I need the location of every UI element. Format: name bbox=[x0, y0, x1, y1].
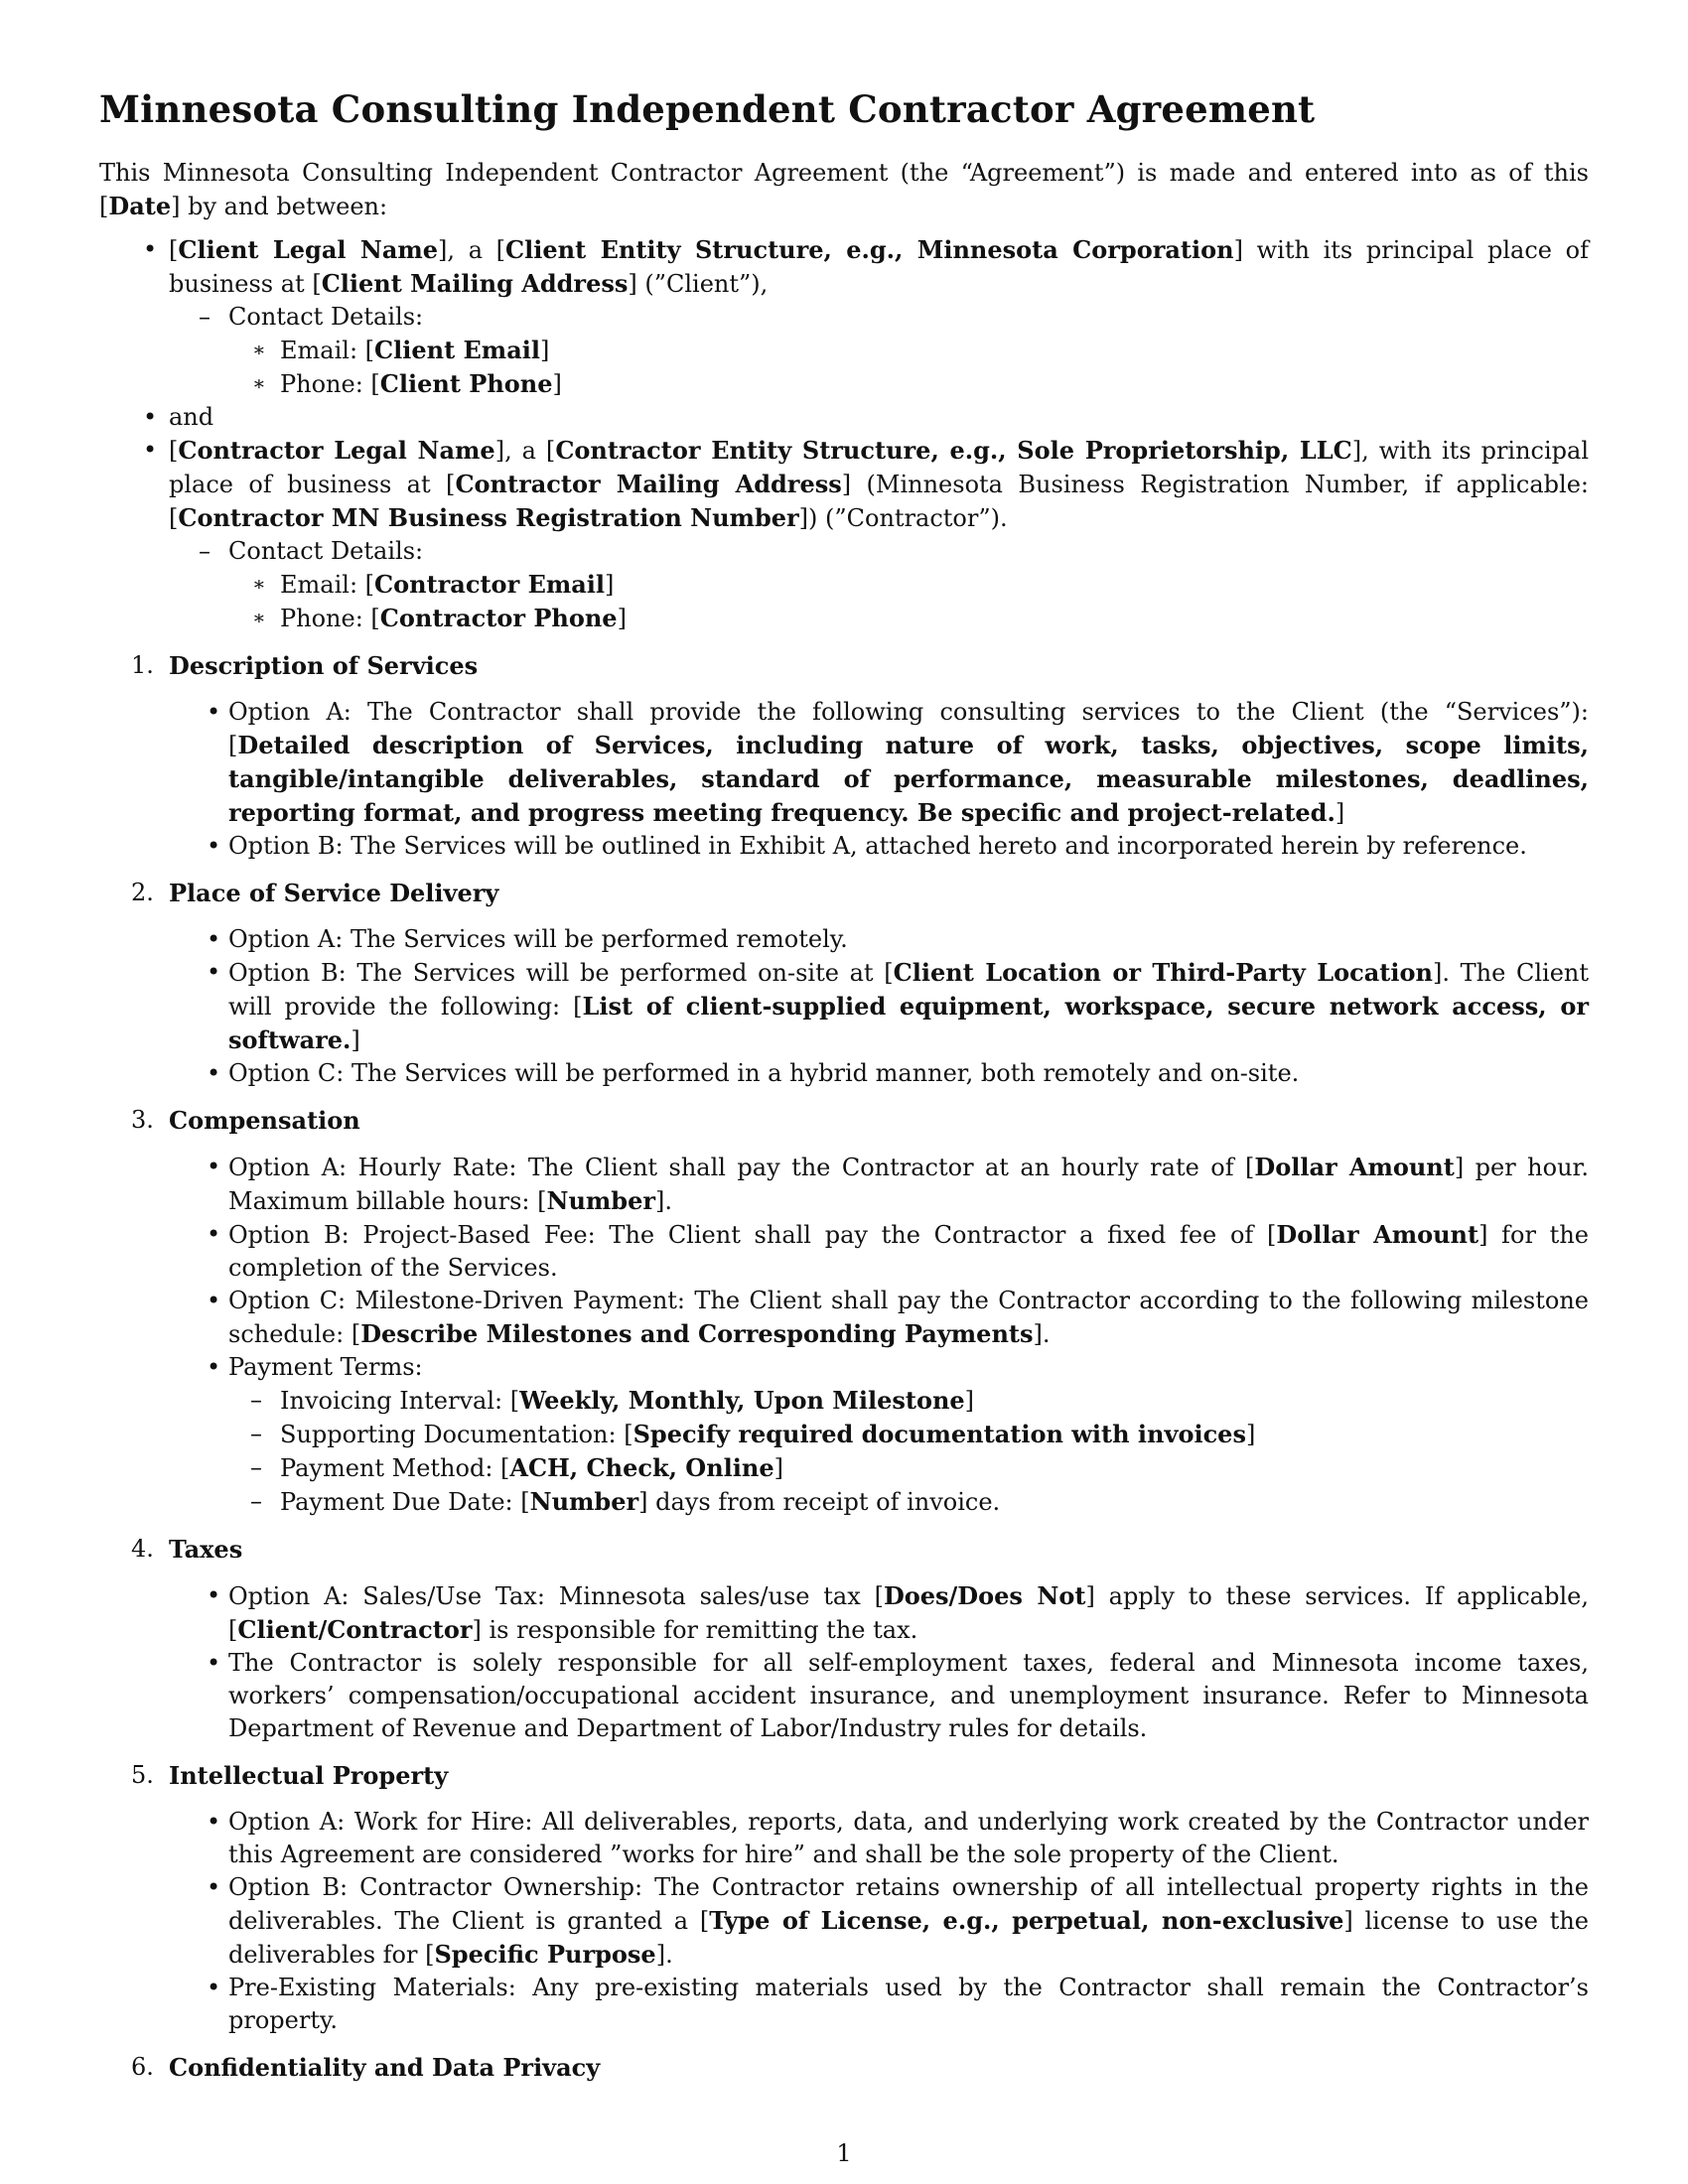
license-type-placeholder: Type of License, e.g., perpetual, non-exclusive bbox=[709, 1906, 1344, 1935]
client-phone-placeholder: Client Phone bbox=[379, 369, 553, 398]
payment-terms-list bbox=[228, 1384, 1589, 1519]
intro-end: ] by and between: bbox=[171, 193, 388, 220]
payment-terms-label: Payment Terms: bbox=[228, 1353, 423, 1381]
contractor-phone-item: ∗ Phone: [Contractor Phone] bbox=[280, 602, 1589, 635]
option-end: ]. bbox=[655, 1941, 673, 1969]
client-email-item: ∗ Email: [Client Email] bbox=[280, 334, 1589, 367]
client-phone-label: Phone: [ bbox=[280, 370, 380, 398]
contractor-email-label: Email: [ bbox=[280, 571, 375, 599]
parties-list bbox=[99, 233, 1589, 635]
section-heading bbox=[99, 877, 1589, 909]
contractor-sep1: ], a [ bbox=[494, 437, 556, 465]
section-title: Intellectual Property bbox=[169, 1761, 449, 1790]
option-mid: ] license to use the deliverables for [ bbox=[228, 1907, 1589, 1969]
option-b bbox=[228, 1871, 1589, 1972]
contractor-contact-details bbox=[228, 535, 1589, 635]
tax-party-placeholder: Client/Contractor bbox=[237, 1615, 473, 1644]
option-a: • Option A: The Services will be performed remotely. bbox=[228, 923, 1589, 956]
sections-list bbox=[99, 649, 1589, 2084]
client-entity-placeholder: Client Entity Structure, e.g., Minnesota Corporation bbox=[505, 235, 1234, 264]
section-options bbox=[99, 1579, 1589, 1745]
term-label: Payment Due Date: [ bbox=[280, 1488, 530, 1516]
section-title: Place of Service Delivery bbox=[169, 879, 499, 907]
client-address-placeholder: Client Mailing Address bbox=[321, 269, 629, 298]
contractor-email-placeholder: Contractor Email bbox=[374, 570, 606, 599]
client-party: • [Client Legal Name], a [Client Entity Structure, e.g., Minnesota Corporation] with its principal place of business at [Client Mailing Address] (”Client”), – Contact Details: ∗ Email: [Client Email] ∗ Phone: [Client Phone] bbox=[169, 233, 1589, 401]
document-title: Minnesota Consulting Independent Contractor Agreement bbox=[99, 87, 1316, 131]
option-a bbox=[228, 696, 1589, 830]
option-mid: ]. The Client will provide the following: [ bbox=[228, 959, 1590, 1021]
equipment-placeholder: List of client-supplied equipment, workspace, secure network access, or software. bbox=[228, 992, 1589, 1054]
client-phone-item: ∗ Phone: [Client Phone] bbox=[280, 367, 1589, 401]
document-page bbox=[99, 87, 1589, 2098]
option-text: Option B: The Services will be performed on-site at [ bbox=[228, 959, 894, 987]
section-description-of-services bbox=[99, 649, 1589, 863]
contractor-end: ]) (”Contractor”). bbox=[798, 504, 1008, 532]
section-taxes bbox=[99, 1533, 1589, 1745]
option-end: ] is responsible for remitting the tax. bbox=[472, 1616, 918, 1644]
section-options bbox=[99, 1151, 1589, 1519]
term-label: Payment Method: [ bbox=[280, 1454, 510, 1482]
section-heading bbox=[99, 1104, 1589, 1137]
section-heading bbox=[99, 2051, 1589, 2084]
section-options bbox=[99, 1806, 1589, 2037]
contractor-contact-items bbox=[228, 568, 1589, 635]
term-end: ] days from receipt of invoice. bbox=[638, 1488, 1001, 1516]
max-hours-placeholder: Number bbox=[546, 1186, 655, 1215]
client-contact-list bbox=[169, 301, 1589, 401]
section-heading bbox=[99, 649, 1589, 682]
and-item: • and bbox=[169, 401, 1589, 434]
supporting-documentation: – Supporting Documentation: [Specify required documentation with invoices] bbox=[280, 1418, 1589, 1451]
section-title: Confidentiality and Data Privacy bbox=[169, 2053, 601, 2082]
payment-terms bbox=[228, 1351, 1589, 1519]
contractor-phone-label: Phone: [ bbox=[280, 605, 380, 632]
client-contact-details bbox=[228, 301, 1589, 401]
term-label: Supporting Documentation: [ bbox=[280, 1421, 633, 1448]
payment-due-date bbox=[280, 1485, 1589, 1519]
section-number: 3. bbox=[131, 1106, 154, 1134]
due-days-placeholder: Number bbox=[529, 1487, 639, 1516]
client-sep2: ] with its principal place of business at [ bbox=[169, 236, 1589, 298]
section-options bbox=[99, 923, 1589, 1090]
services-placeholder: Detailed description of Services, including nature of work, tasks, objectives, scope limits, tangible/intangible deliverables, standard of performance, measurable milestones, deadlines, reporting format, and progress meeting frequency. Be specific and project-related. bbox=[228, 731, 1589, 827]
option-mid: ] apply to these services. If applicable, [ bbox=[228, 1582, 1589, 1644]
client-email-label: Email: [ bbox=[280, 337, 375, 364]
section-number: 5. bbox=[131, 1761, 154, 1789]
section-intellectual-property bbox=[99, 1759, 1589, 2037]
option-text: Option B: Project-Based Fee: The Client shall pay the Contractor a fixed fee of [ bbox=[228, 1221, 1277, 1249]
option-c: • Option C: The Services will be performed in a hybrid manner, both remotely and on-site. bbox=[228, 1057, 1589, 1090]
option-end: ] bbox=[1335, 799, 1345, 827]
option-end: ]. bbox=[1033, 1320, 1051, 1348]
client-email-placeholder: Client Email bbox=[374, 336, 540, 364]
section-options bbox=[99, 696, 1589, 863]
contractor-entity-placeholder: Contractor Entity Structure, e.g., Sole Proprietorship, LLC bbox=[555, 436, 1352, 465]
pre-existing-materials: • Pre-Existing Materials: Any pre-existing materials used by the Contractor shall remain the Contractor’s property. bbox=[228, 1972, 1589, 2037]
location-placeholder: Client Location or Third-Party Location bbox=[893, 958, 1433, 987]
client-contact-label: Contact Details: bbox=[228, 303, 424, 331]
option-a bbox=[228, 1151, 1589, 1218]
option-text: Option A: Sales/Use Tax: Minnesota sales/use tax [ bbox=[228, 1582, 884, 1610]
intro-text: This Minnesota Consulting Independent Contractor Agreement (the “Agreement”) is made and entered into as of this [ bbox=[99, 159, 1589, 220]
page-number: 1 bbox=[836, 2139, 852, 2167]
section-title: Compensation bbox=[169, 1106, 360, 1135]
section-number: 2. bbox=[131, 879, 154, 906]
documentation-placeholder: Specify required documentation with invoices bbox=[633, 1420, 1246, 1448]
contractor-tax-responsibility: • The Contractor is solely responsible for all self-employment taxes, federal and Minnesota income taxes, workers’ compensation/occupational accident insurance, and unemployment insurance. Refer to Minnesota Department of Revenue and Department of Labor/Industry rules for details. bbox=[228, 1647, 1589, 1745]
option-a bbox=[228, 1579, 1589, 1647]
purpose-placeholder: Specific Purpose bbox=[434, 1940, 656, 1969]
option-b: • Option B: The Services will be outlined in Exhibit A, attached hereto and incorporated herein by reference. bbox=[228, 830, 1589, 863]
section-heading bbox=[99, 1533, 1589, 1566]
contractor-address-placeholder: Contractor Mailing Address bbox=[455, 470, 842, 498]
contractor-reg-placeholder: Contractor MN Business Registration Number bbox=[178, 503, 799, 532]
contractor-contact-list bbox=[169, 535, 1589, 635]
option-b bbox=[228, 1218, 1589, 1285]
section-number: 1. bbox=[131, 651, 154, 679]
option-a: • Option A: Work for Hire: All deliverables, reports, data, and underlying work created by the Contractor under this Agreement are considered ”works for hire” and shall be the sole property of the Client. bbox=[228, 1806, 1589, 1871]
option-text: Option C: Milestone-Driven Payment: The Client shall pay the Contractor according to the following milestone schedule: [ bbox=[228, 1287, 1589, 1348]
section-compensation bbox=[99, 1104, 1589, 1519]
contractor-sep3: ] (Minnesota Business Registration Number, if applicable: [ bbox=[169, 471, 1590, 532]
intro-paragraph bbox=[99, 157, 1589, 223]
client-sep1: ], a [ bbox=[438, 236, 506, 264]
section-title: Taxes bbox=[169, 1535, 243, 1564]
contractor-sep2: ], with its principal place of business at [ bbox=[169, 437, 1590, 498]
milestones-placeholder: Describe Milestones and Corresponding Payments bbox=[360, 1319, 1034, 1348]
section-confidentiality bbox=[99, 2051, 1589, 2084]
option-text: Option A: Hourly Rate: The Client shall pay the Contractor at an hourly rate of [ bbox=[228, 1154, 1255, 1181]
section-number: 6. bbox=[131, 2053, 154, 2081]
contractor-phone-placeholder: Contractor Phone bbox=[379, 604, 618, 632]
option-b bbox=[228, 956, 1589, 1057]
fixed-fee-placeholder: Dollar Amount bbox=[1276, 1220, 1479, 1249]
date-placeholder: Date bbox=[108, 192, 172, 220]
contractor-party: • [Contractor Legal Name], a [Contractor Entity Structure, e.g., Sole Proprietorship, LLC], with its principal place of business at [Contractor Mailing Address] (Minnesota Business Registration Number, if applicable: [Contractor MN Business Registration Number]) (”Contractor”). – Contact Details: ∗ Email: [Contractor Email] ∗ Phone: [Contractor Phone] bbox=[169, 434, 1589, 635]
option-c bbox=[228, 1285, 1589, 1351]
section-place-of-service bbox=[99, 877, 1589, 1090]
section-title: Description of Services bbox=[169, 651, 479, 680]
client-name-placeholder: Client Legal Name bbox=[178, 235, 439, 264]
section-number: 4. bbox=[131, 1535, 154, 1563]
term-label: Invoicing Interval: [ bbox=[280, 1387, 520, 1415]
hourly-rate-placeholder: Dollar Amount bbox=[1254, 1153, 1455, 1181]
payment-method: – Payment Method: [ACH, Check, Online] bbox=[280, 1451, 1589, 1485]
option-end: ] bbox=[351, 1026, 360, 1054]
tax-applies-placeholder: Does/Does Not bbox=[883, 1581, 1086, 1610]
option-text: Option A: The Contractor shall provide the following consulting services to the Client (the “Services”): [ bbox=[228, 698, 1589, 759]
section-heading bbox=[99, 1759, 1589, 1792]
client-contact-items bbox=[228, 334, 1589, 401]
contractor-name-placeholder: Contractor Legal Name bbox=[178, 436, 495, 465]
invoicing-placeholder: Weekly, Monthly, Upon Milestone bbox=[519, 1386, 965, 1415]
client-end: ] (”Client”), bbox=[628, 270, 769, 298]
option-end: ]. bbox=[654, 1187, 672, 1215]
option-end: ] for the completion of the Services. bbox=[228, 1221, 1589, 1282]
option-text: Option B: Contractor Ownership: The Contractor retains ownership of all intellectual property rights in the deliverables. The Client is granted a [ bbox=[228, 1873, 1589, 1935]
payment-method-placeholder: ACH, Check, Online bbox=[509, 1453, 774, 1482]
contractor-contact-label: Contact Details: bbox=[228, 537, 424, 565]
option-mid: ] per hour. Maximum billable hours: [ bbox=[228, 1154, 1590, 1215]
invoicing-interval: – Invoicing Interval: [Weekly, Monthly, Upon Milestone] bbox=[280, 1384, 1589, 1418]
contractor-email-item: ∗ Email: [Contractor Email] bbox=[280, 568, 1589, 602]
